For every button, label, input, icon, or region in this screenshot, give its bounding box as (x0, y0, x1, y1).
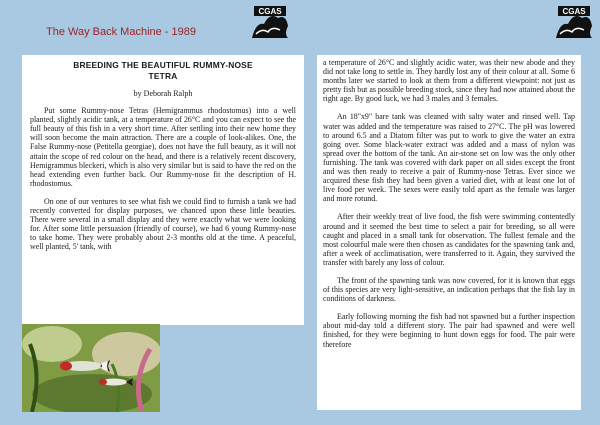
article-paragraph: An 18"x9" bare tank was cleaned with salty water and rinsed well. Tap water was added and the temperature was raised to 27°C. The pH was lowered to around 6.5 and a Diatom filter was put to work to give the water an extra going over. Some black-water extract was added and a mass of nylon was spread over the bottom of the tank. An air-stone set on low was the only other furnishing. The tank was covered with dark paper on all sides except the front and was then ready to receive a pair of Rummy-nose Tetras. Ever since we acquired these fish they had been given a varied diet, with at least one lot of live food per week. The sexes were easily told apart as the female was larger and more rotund. (323, 112, 575, 204)
cgas-logo-right (554, 4, 594, 40)
svg-text:CGAS: CGAS (562, 7, 586, 16)
article-title-line2: TETRA (148, 71, 178, 81)
header-title: The Way Back Machine - 1989 (46, 26, 196, 38)
svg-text:CGAS: CGAS (258, 7, 282, 16)
article-page-left (22, 55, 304, 325)
article-paragraph: After their weekly treat of live food, the fish were swimming contentedly around and it seemed the best time to select a pair for breeding, so all were caught and placed in a small tank for observation. The fullest female and the most colourful male were then chosen as candidates for the spawning tank and, after a week of acclimatisation, were transferred to it. Again, they survived the transfer with barely any loss of colour. (323, 212, 575, 267)
rummy-nose-tetra-photo (22, 324, 160, 412)
article-page-right (317, 55, 581, 410)
article-title-line1: BREEDING THE BEAUTIFUL RUMMY-NOSE (73, 60, 253, 70)
article-paragraph: The front of the spawning tank was now covered, for it is known that eggs of this species are very light-sensitive, an indication perhaps that the fish lay in conditions of darkness. (323, 275, 575, 304)
article-paragraph: a temperature of 26°C and slightly acidic water, was their new abode and they did not take long to settle in. They hardly lost any of their colour at all. Some 6 months later we started to look at them from a different viewpoint: not just as pretty fish but as possible breeding stock, since they had now attained about the right age. By good luck, we had 3 males and 3 females. (323, 58, 575, 104)
article-author: by Deborah Ralph (133, 89, 193, 98)
cgas-logo-left (250, 4, 290, 40)
article-paragraph: Put some Rummy-nose Tetras (Hemigrammus rhodostomus) into a well planted, slightly acidic tank, at a temperature of 26°C and you can expect to see the full beauty of this fish in a very short time. After settling into their new home they will soon become the main attraction. There are a couple of look-alikes. One, the False Rummy-nose (Petitella georgiae), does not have the full beauty, as it will not attain the scope of red colour on the head, and there is a relatively recent discovery, Hemigrammus bleckeri, which is also very similar but is said to have the red on the head extending even further back. Our Rummy-nose fit the description of H. rhodostomus. (30, 106, 296, 188)
article-paragraph: Early following morning the fish had not spawned but a further inspection about mid-day told a different story. The pair had spawned and were well finished, for they were beginning to hunt down eggs for food. The pair were therefore (323, 312, 575, 349)
article-paragraph: On one of our ventures to see what fish we could find to furnish a tank we had recently converted for display purposes, we chanced upon these little beauties. There were several in a small display and they were exactly what we were looking for. After some little persuasion (friendly of course), we had 6 young Rummy-nose to take home. They were probably about 2-3 months old at the time. A peaceful, well planted, 5' tank, with (30, 196, 296, 252)
article-title (30, 60, 296, 82)
